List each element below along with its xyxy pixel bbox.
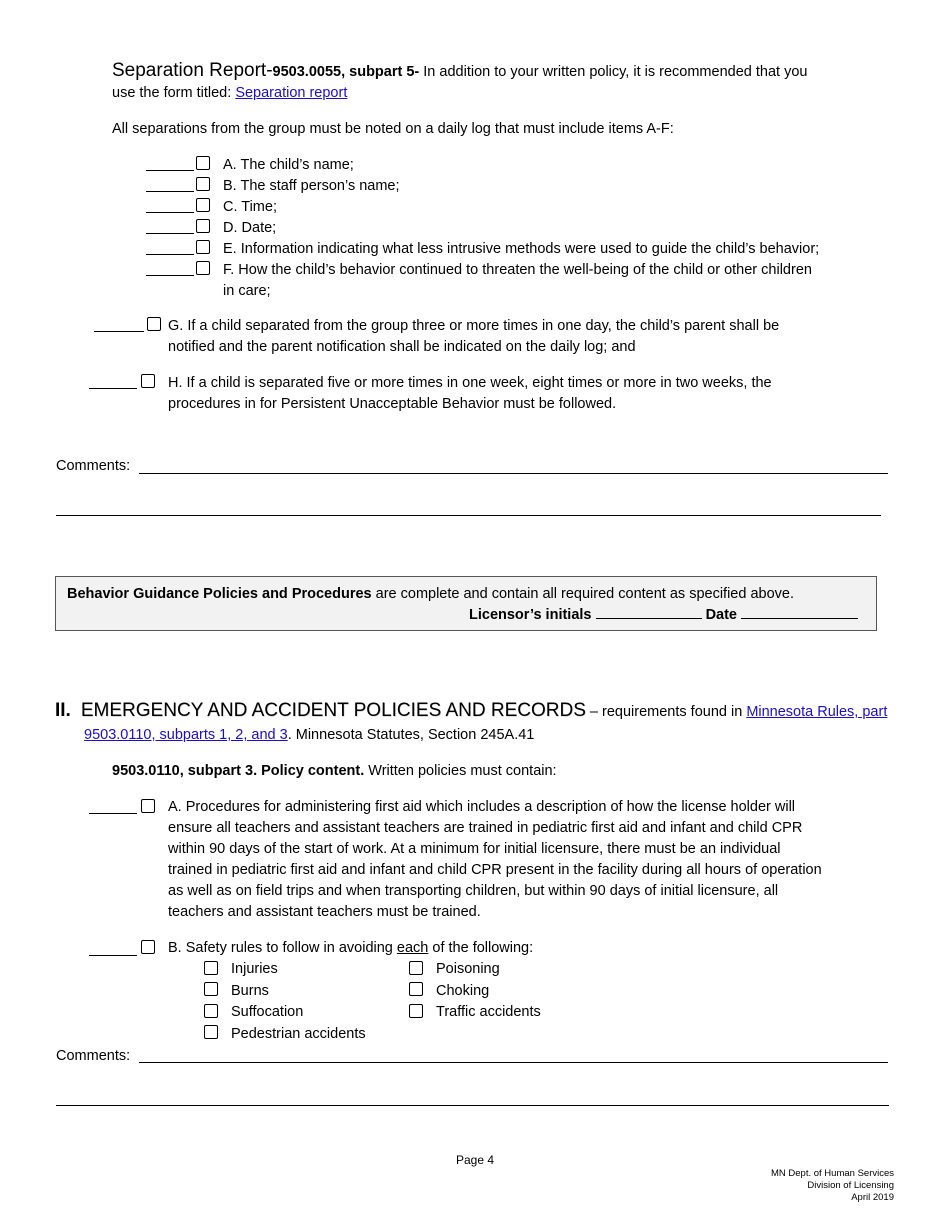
footer-dept: MN Dept. of Human Services (770, 1168, 894, 1179)
initial-blank[interactable] (89, 813, 137, 814)
comments-label: Comments: (56, 458, 131, 474)
policy-content-rest: Written policies must contain: (364, 763, 557, 779)
first-aid-line: A. Procedures for administering first aid which includes a description of how the license holder will (168, 799, 796, 815)
statute-text: . Minnesota Statutes, Section 245A.41 (287, 727, 535, 743)
initial-blank[interactable] (146, 212, 194, 213)
comments-field[interactable] (139, 1062, 888, 1063)
checkbox-item-h[interactable] (141, 374, 155, 388)
behavior-guidance-rest: are complete and contain all required content as specified above. (371, 586, 794, 602)
behavior-guidance-box (55, 576, 877, 631)
option-injuries: Injuries (231, 961, 278, 977)
checkbox-item-g[interactable] (147, 317, 161, 331)
initial-blank[interactable] (89, 388, 137, 389)
section2-title: EMERGENCY AND ACCIDENT POLICIES AND RECORDS (80, 700, 586, 721)
behavior-guidance-lead: Behavior Guidance Policies and Procedures (67, 586, 372, 602)
comments-field-line2[interactable] (56, 515, 881, 516)
footer-division: Division of Licensing (807, 1180, 894, 1191)
safety-rules-pre: B. Safety rules to follow in avoiding (168, 940, 397, 956)
safety-rules-post: of the following: (428, 940, 534, 956)
item-c-text: C. Time; (223, 199, 277, 215)
option-suffocation: Suffocation (231, 1004, 304, 1020)
checkbox-item-b[interactable] (196, 177, 210, 191)
initial-blank[interactable] (146, 254, 194, 255)
checkbox-traffic-accidents[interactable] (409, 1004, 423, 1018)
policy-content-bold: 9503.0110, subpart 3. Policy content. (112, 763, 365, 779)
item-g-text-cont: notified and the parent notification shall be indicated on the daily log; and (168, 339, 636, 355)
checkbox-injuries[interactable] (204, 961, 218, 975)
first-aid-line: as well as on field trips and when transporting children, but within 90 days of initial licensure, all (168, 883, 779, 899)
subparts-link[interactable]: 9503.0110, subparts 1, 2, and 3 (84, 727, 288, 743)
option-poisoning: Poisoning (436, 961, 500, 977)
item-f-text-cont: in care; (223, 283, 271, 299)
separation-report-link[interactable]: Separation report (235, 85, 348, 101)
checkbox-pedestrian-accidents[interactable] (204, 1025, 218, 1039)
comments-field-line2[interactable] (56, 1105, 889, 1106)
licensor-signoff (469, 605, 858, 625)
separation-log-note: All separations from the group must be noted on a daily log that must include items A-F: (112, 121, 674, 137)
checkbox-choking[interactable] (409, 982, 423, 996)
section2-number: II. (55, 700, 71, 721)
option-choking: Choking (436, 983, 490, 999)
page-number: Page 4 (456, 1153, 495, 1167)
initial-blank[interactable] (146, 233, 194, 234)
checkbox-item-c[interactable] (196, 198, 210, 212)
checkbox-first-aid[interactable] (141, 799, 155, 813)
item-d-text: D. Date; (223, 220, 277, 236)
footer-date: April 2019 (851, 1192, 894, 1203)
option-pedestrian-accidents: Pedestrian accidents (231, 1026, 366, 1042)
item-g-text: G. If a child separated from the group three or more times in one day, the child’s parent shall be (168, 318, 780, 334)
safety-rules-text (168, 938, 533, 958)
checkbox-item-a[interactable] (196, 156, 210, 170)
separation-heading (112, 59, 807, 84)
item-h-text: H. If a child is separated five or more times in one week, eight times or more in two weeks, the (168, 375, 772, 391)
option-traffic-accidents: Traffic accidents (436, 1004, 541, 1020)
section2-heading-line2 (84, 725, 534, 745)
behavior-guidance-statement (67, 584, 794, 604)
section2-heading (55, 698, 887, 725)
footer-block (771, 1168, 894, 1204)
comments-label: Comments: (56, 1048, 131, 1064)
comments-field[interactable] (139, 473, 888, 474)
initial-blank[interactable] (146, 170, 194, 171)
item-h-text-cont: procedures in for Persistent Unacceptable Behavior must be followed. (168, 396, 617, 412)
item-a-text: A. The child’s name; (223, 157, 354, 173)
option-burns: Burns (231, 983, 269, 999)
item-f-text: F. How the child’s behavior continued to threaten the well-being of the child or other children (223, 262, 812, 278)
initial-blank[interactable] (146, 191, 194, 192)
checkbox-item-f[interactable] (196, 261, 210, 275)
separation-rule-ref: 9503.0055, subpart 5- (272, 64, 420, 80)
policy-content-heading (112, 761, 557, 781)
separation-intro-line2 (112, 83, 347, 103)
minnesota-rules-link[interactable]: Minnesota Rules, part (746, 704, 888, 720)
date-field[interactable] (741, 606, 858, 619)
checkbox-item-e[interactable] (196, 240, 210, 254)
first-aid-line: within 90 days of the start of work. At a minimum for initial licensure, there must be an individual (168, 841, 781, 857)
checkbox-suffocation[interactable] (204, 1004, 218, 1018)
initial-blank[interactable] (89, 955, 137, 956)
first-aid-line: trained in pediatric first aid and infant and child CPR present in the facility during all hours of operation (168, 862, 822, 878)
checkbox-safety-rules[interactable] (141, 940, 155, 954)
item-e-text: E. Information indicating what less intrusive methods were used to guide the child’s behavior; (223, 241, 820, 257)
separation-title: Separation Report- (112, 60, 273, 81)
safety-rules-each: each (396, 940, 429, 956)
date-label: Date (705, 607, 737, 623)
initial-blank[interactable] (94, 331, 144, 332)
separation-intro: In addition to your written policy, it is recommended that you (419, 64, 808, 80)
licensor-initials-field[interactable] (596, 606, 702, 619)
section2-dash-text: – requirements found in (585, 704, 747, 720)
licensor-initials-label: Licensor’s initials (469, 607, 592, 623)
checkbox-poisoning[interactable] (409, 961, 423, 975)
initial-blank[interactable] (146, 275, 194, 276)
checkbox-item-d[interactable] (196, 219, 210, 233)
first-aid-line: ensure all teachers and assistant teachers are trained in pediatric first aid and infant and child CPR (168, 820, 803, 836)
checkbox-burns[interactable] (204, 982, 218, 996)
separation-intro2: use the form titled: (112, 85, 236, 101)
first-aid-line: teachers and assistant teachers must be trained. (168, 904, 481, 920)
item-b-text: B. The staff person’s name; (223, 178, 400, 194)
